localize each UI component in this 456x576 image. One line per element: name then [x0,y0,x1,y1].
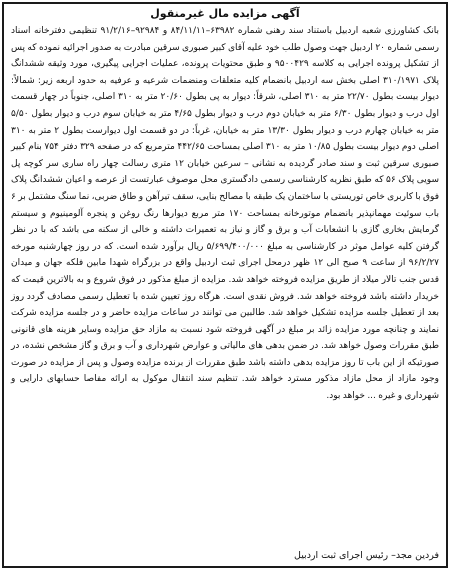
notice-body [11,23,439,405]
notice-signature: فردین مجد– رئیس اجرای ثبت اردبیل [294,550,439,561]
notice-title: آگهی مزایده مال غیرمنقول [150,7,300,20]
notice-panel [2,2,448,568]
notice-body-text: بانک کشاورزی شعبه اردبیل باستناد سند رهنی شماره ۶۳۹۸۲–۸۴/۱۱/۱۱ و ۹۲۹۸۴–۹۱/۲/۱۶ تنظیمی دفترخانه اسناد رسمی شماره ۲۰ اردبیل جهت وصول طلب خود علیه آقای کبیر صبوری سرقین مبادرت به صدور اجرائیه نموده که پس از تشکیل پرونده اجرایی به کلاسه ۹۵۰۰۴۲۹ و طبق محتویات پرونده، عملیات اجرایی پیگیری، مورد وثیقه ششدانگ پلاک ۳۱۰/۱۹۷۱ اصلی بخش سه اردبیل بانضمام کلیه متعلقات ومنضمات شرعیه و عرفیه به حدود اربعه زیر: شمالاً: دیوار بیست بطول ۲۲/۷۰ متر به ۳۱۰ اصلی، شرقاً: دیوار به پی بطول ۲۰/۶۰ متر به ۳۱۰ اصلی، جنوباً در چهار قسمت اول درب و دیوار بطول ۶/۳۰ متر به خیابان دوم درب و دیوار بطول ۴/۶۵ متر به خیابان سوم درب و دیوار بطول ۵/۵۰ متر به خیابان چهارم درب و دیوار بطول ۱۳/۳۰ متر به خیابان، غرباً: در دو قسمت اول دیوارست بطول ۲ متر به ۳۱۰ اصلی دوم دیوار بیست بطول ۱۰/۸۵ متر به ۳۱۰ اصلی بمساحت ۴۴۲/۶۵ مترمربع که در صفحه ۳۲۹ دفتر ۷۵۴ بنام کبیر صبوری سرقین ثبت و سند صادر گردیده به نشانی – سرعین خیابان ۱۲ متری رسالت چهار راه ساری سر کوچه پل سویی پلاک ۵۶ که طبق نظریه کارشناسی رسمی دادگستری محل موصوف عبارتست از عرصه و اعیان ششدانگ پلاک فوق با کاربری خاص توریستی با ساختمان یک طبقه با مصالح بنایی، سقف تیرآهن و طاق ضربی، نما سنگ مشتمل بر ۶ باب سوئیت مهمانپذیر بانضمام موتورخانه بمساحت ۱۷۰ متر مربع دیوارها رنگ روغن و پنجره آلومینیوم و سیستم گرمایش بخاری گازی با انشعابات آب و برق و گاز و نیاز به تعمیرات داشته و خالی از سکنه می باشد که با در نظر گرفتن کلیه عوامل موثر در کارشناسی به مبلغ ۵/۶۹۹/۴۰۰/۰۰۰ ریال برآورد شده است. که در روز چهارشنبه مورخه ۹۶/۲/۲۷ از ساعت ۹ صبح الی ۱۲ ظهر درمحل اجرای ثبت اردبیل واقع در بزرگراه شهدا مابین فلکه جهان و میدان قدس جنب تالار میلاد از طریق مزایده فروخته خواهد شد. مزایده از مبلغ مذکور در فوق شروع و به بالاترین قیمت که خریدار داشته باشد فروخته خواهد شد. فروش نقدی است. هرگاه روز تعیین شده با تعطیل رسمی مصادف گردد روز بعد از تعطیل جلسه مزایده تشکیل خواهد شد. طالبین می توانند در ساعات مزایده حاضر و در جلسه مزایده شرکت نمایند و چنانچه مورد مزایده زائد بر مبلغ در آگهی فروخته شود نسبت به مازاد حق مزایده وسایر هزینه های قانونی طبق مقررات وصول خواهد شد. در ضمن بدهی های مالیاتی و عوارض شهرداری و آب و برق و گاز مشخص نشده، در صورتیکه از این باب تا روز مزایده بدهی داشته باشد طبق مقررات از برنده مزایده وصول و پس از مزایده در صورت وجود مازاد از محل مازاد مذکور مسترد خواهد شد. تنظیم سند انتقال موکول به ارائه مفاصا حسابهای دارایی و شهرداری و غیره ... خواهد بود. [11,26,440,402]
